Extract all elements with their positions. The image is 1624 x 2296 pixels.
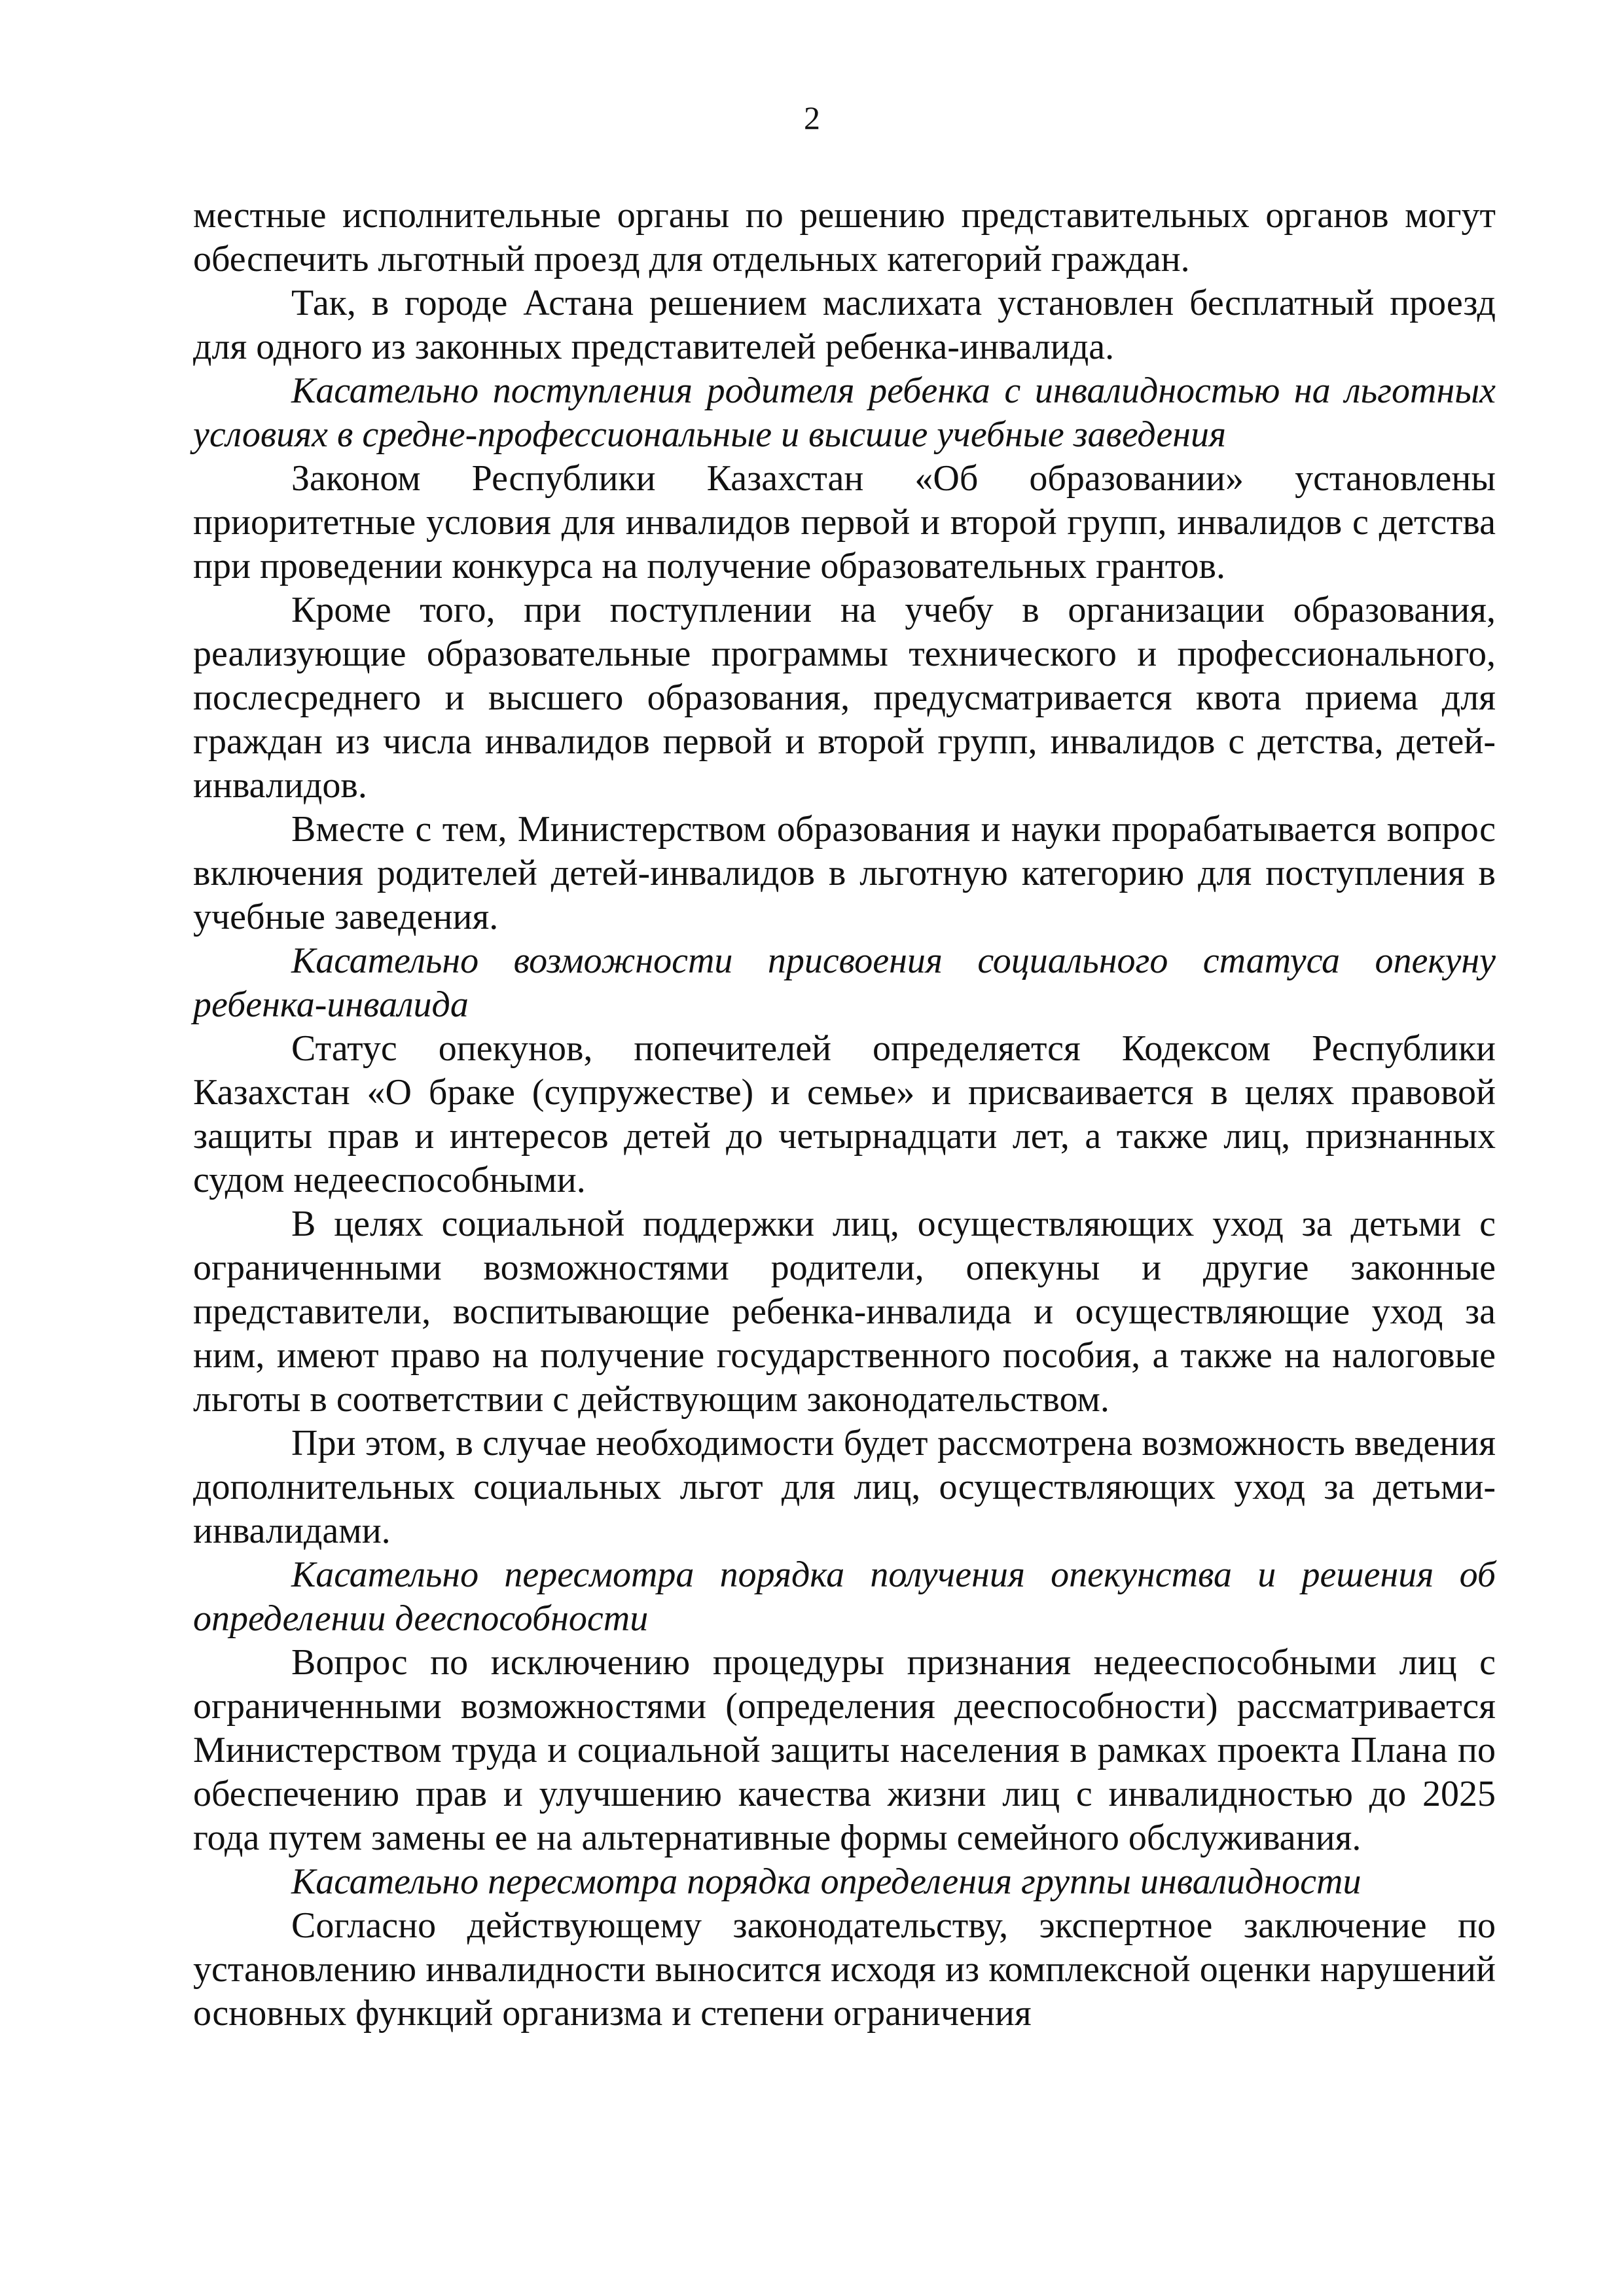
paragraph-education-law: Законом Республики Казахстан «Об образовании» установлены приоритетные условия для инвалидов первой и второй групп, инвалидов с детства при проведении конкурса на получение образовательных грантов.: [193, 458, 1496, 586]
document-body: [193, 194, 1496, 2036]
section-heading-admission: Касательно поступления родителя ребенка с инвалидностью на льготных условиях в средне-профессиональные и высшие учебные заведения: [193, 370, 1496, 455]
section-heading-disability-group: Касательно пересмотра порядка определения группы инвалидности: [291, 1861, 1362, 1902]
paragraph-incapacity-procedure: Вопрос по исключению процедуры признания недееспособными лиц с ограниченными возможностями (определения дееспособности) рассматривается Министерством труда и социальной защиты населения в рамках проекта Плана по обеспечению прав и улучшению качества жизни лиц с инвалидностью до 2025 года путем замены ее на альтернативные формы семейного обслуживания.: [193, 1642, 1496, 1858]
section-heading-guardian-status: Касательно возможности присвоения социального статуса опекуну ребенка-инвалида: [193, 941, 1496, 1025]
paragraph-expert-conclusion: Согласно действующему законодательству, экспертное заключение по установлению инвалидности выносится исходя из комплексной оценки нарушений основных функций организма и степени ограничения: [193, 1905, 1496, 2034]
paragraph-astana-travel: Так, в городе Астана решением маслихата установлен бесплатный проезд для одного из законных представителей ребенка-инвалида.: [193, 283, 1496, 367]
page-number: 2: [804, 99, 820, 136]
paragraph-ministry-review: Вместе с тем, Министерством образования и науки прорабатывается вопрос включения родителей детей-инвалидов в льготную категорию для поступления в учебные заведения.: [193, 809, 1496, 937]
paragraph-admission-quota: Кроме того, при поступлении на учебу в организации образования, реализующие образовательные программы технического и профессионального, послесреднего и высшего образования, предусматривается квота приема для граждан из числа инвалидов первой и второй групп, инвалидов с детства, детей-инвалидов.: [193, 590, 1496, 806]
section-heading-guardianship-review: Касательно пересмотра порядка получения опекунства и решения об определении дееспособности: [193, 1554, 1496, 1639]
paragraph-guardian-code: Статус опекунов, попечителей определяется Кодексом Республики Казахстан «О браке (супружестве) и семье» и присваивается в целях правовой защиты прав и интересов детей до четырнадцати лет, а также лиц, признанных судом недееспособными.: [193, 1028, 1496, 1200]
paragraph-social-support: В целях социальной поддержки лиц, осуществляющих уход за детьми с ограниченными возможностями родители, опекуны и другие законные представители, воспитывающие ребенка-инвалида и осуществляющие уход за ним, имеют право на получение государственного пособия, а также на налоговые льготы в соответствии с действующим законодательством.: [193, 1204, 1496, 1420]
paragraph-continuation: местные исполнительные органы по решению представительных органов могут обеспечить льготный проезд для отдельных категорий граждан.: [193, 195, 1496, 279]
paragraph-additional-benefits: При этом, в случае необходимости будет рассмотрена возможность введения дополнительных социальных льгот для лиц, осуществляющих уход за детьми-инвалидами.: [193, 1423, 1496, 1551]
